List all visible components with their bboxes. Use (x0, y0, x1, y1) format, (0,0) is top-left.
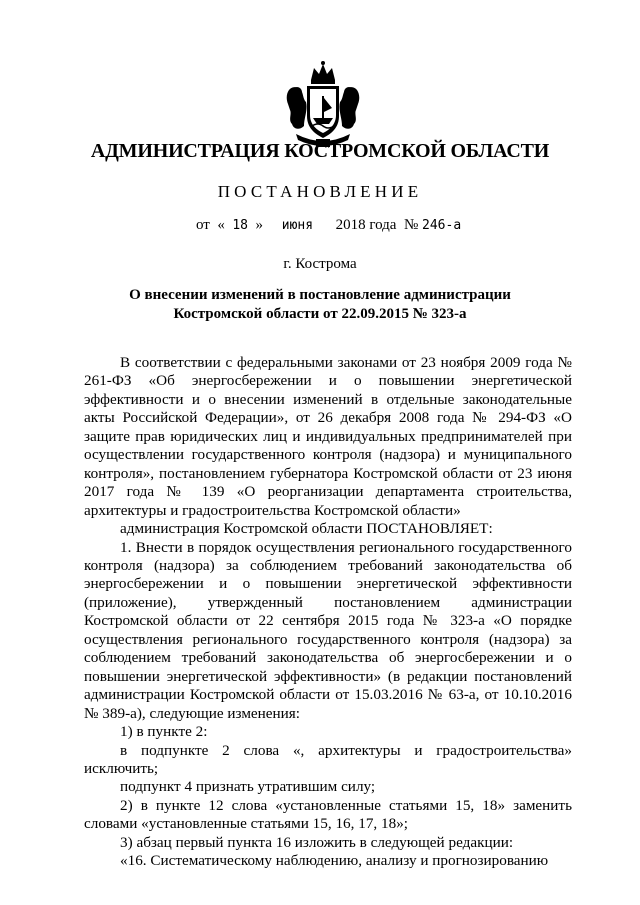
date-open-quote: « (217, 217, 225, 233)
paragraph-subitem-1b: подпункт 4 признать утратившим силу; (120, 778, 376, 796)
paragraph-subitem-3: 3) абзац первый пункта 16 изложить в следующей редакции: (120, 833, 514, 851)
paragraph-subitem-1a: в подпункте 2 слова «, архитектуры и градостроительства» исключить; (84, 741, 572, 777)
number-sign: № (403, 217, 419, 233)
coat-of-arms-icon (282, 60, 364, 148)
body-text (84, 354, 572, 871)
date-month: июня (281, 218, 314, 233)
paragraph-subitem-1: 1) в пункте 2: (120, 723, 208, 741)
date-line (196, 217, 461, 234)
date-prefix: от (196, 217, 210, 233)
paragraph-preamble: В соответствии с федеральными законами от 23 ноября 2009 года № 261-ФЗ «Об энергосбережении и о повышении энергетической эффективности и о внесении изменений в отдельные законодательные акты Российской Федерации», от 26 декабря 2008 года № 294-ФЗ «О защите прав юридических лиц и индивидуальных предпринимателей при осуществлении государственного контроля (надзора) и муниципального контроля», постановлением губернатора Костромской области от 23 июня 2017 года № 139 «О реорганизации департамента строительства, архитектуры и градостроительства Костромской области» (84, 354, 572, 519)
subject-line-2: Костромской области от 22.09.2015 № 323-а (173, 306, 467, 322)
paragraph-subitem-2: 2) в пункте 12 слова «установленные статьями 15, 18» заменить словами «установленные статьями 15, 16, 17, 18»; (84, 796, 572, 833)
date-close-quote: » (255, 217, 264, 233)
paragraph-item-16: «16. Систематическому наблюдению, анализу и прогнозированию (120, 852, 549, 870)
city: г. Кострома (283, 256, 357, 272)
subject-line-1: О внесении изменений в постановление администрации (129, 287, 511, 303)
organization-title: АДМИНИСТРАЦИЯ КОСТРОМСКОЙ ОБЛАСТИ (90, 140, 550, 162)
date-day: 18 (232, 218, 249, 233)
document-type: ПОСТАНОВЛЕНИЕ (217, 182, 423, 201)
document-subject (0, 286, 640, 324)
date-year: 2018 года (335, 217, 397, 233)
paragraph-resolves: администрация Костромской области ПОСТАНОВЛЯЕТ: (120, 520, 493, 538)
document-number: 246-а (422, 218, 462, 233)
paragraph-item-1: 1. Внести в порядок осуществления регионального государственного контроля (надзора) за соблюдением требований законодательства об энергосбережении и о повышении энергетической эффективности (приложение), утвержденный постановлением администрации Костромской области от 22 сентября 2015 года № 323-а «О порядке осуществления регионального государственного контроля (надзора) за соблюдением требований законодательства об энергосбережении и о повышении энергетической эффективности» (в редакции постановлений администрации Костромской области от 15.03.2016 № 63-а, от 10.10.2016 № 389-а), следующие изменения: (84, 538, 572, 722)
